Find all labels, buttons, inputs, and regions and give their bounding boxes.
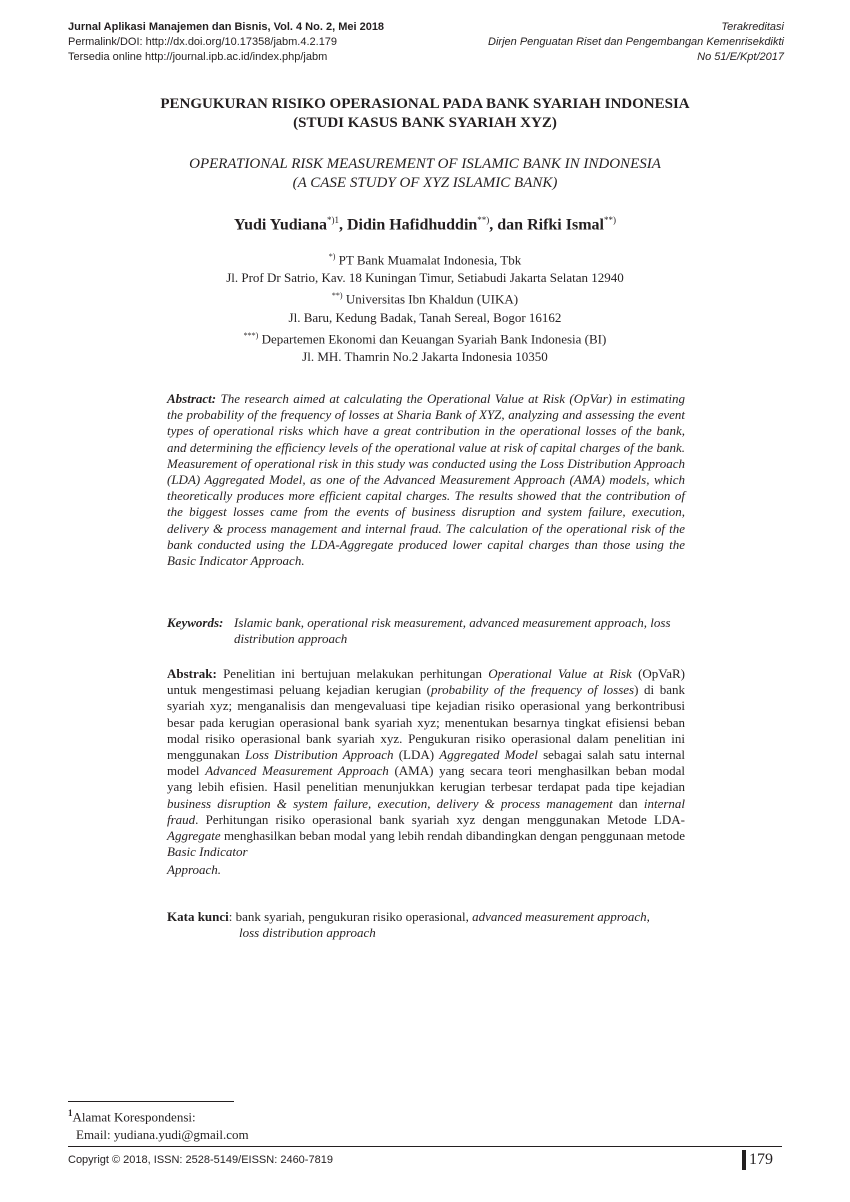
- journal-title-line: Jurnal Aplikasi Manajemen dan Bisnis, Vol. 4 No. 2, Mei 2018: [68, 21, 385, 33]
- title-id-line-1: PENGUKURAN RISIKO OPERASIONAL PADA BANK SYARIAH INDONESIA: [160, 96, 690, 112]
- email-address[interactable]: yudiana.yudi@gmail.com: [113, 1127, 249, 1143]
- abstrak-label: Abstrak:: [167, 666, 217, 681]
- affiliation-address: Jl. MH. Thamrin No.2 Jakarta Indonesia 10350: [302, 348, 548, 364]
- author-mark: **): [477, 215, 490, 225]
- footnote-label: Alamat Korespondensi:: [72, 1109, 196, 1125]
- title-en-line-1: OPERATIONAL RISK MEASUREMENT OF ISLAMIC BANK IN INDONESIA: [189, 156, 661, 172]
- online-line[interactable]: Tersedia online http://journal.ipb.ac.id/index.php/jabm: [68, 51, 328, 63]
- doi-line[interactable]: Permalink/DOI: http://dx.doi.org/10.17358/jabm.4.2.179: [68, 36, 338, 48]
- keywords-text: Islamic bank, operational risk measurement, advanced measurement approach, loss distribution approach: [234, 615, 671, 647]
- affiliations: [100, 248, 750, 366]
- paper-title-english: [100, 155, 750, 193]
- keywords-indonesian: Kata kunci: bank syariah, pengukuran risiko operasional, advanced measurement approach, loss distribution approach: [167, 909, 650, 941]
- abstract-english: [167, 391, 685, 569]
- accreditation-status: Terakreditasi: [721, 21, 784, 33]
- footer-divider: [68, 1146, 782, 1147]
- footnote: [68, 1104, 249, 1144]
- abstract-indonesian: Abstrak: Penelitian ini bertujuan melakukan perhitungan Operational Value at Risk (OpVaR) untuk mengestimasi peluang kejadian kerugian (probability of the frequency of losses) di bank syariah xyz; menganalisis dan mengevaluasi tipe kejadian risiko operasional yang berkontribusi besar pada kerugian operasional bank syariah xyz; menentukan besarnya tingkat efisiensi beban modal risiko operasional bank syariah xyz. Pengukuran risiko operasional dalam penelitian ini menggunakan Loss Distribution Approach (LDA) Aggregated Model sebagai salah satu internal model Advanced Measurement Approach (AMA) yang secara teori menghasilkan beban modal yang lebih efisien. Hasil penelitian menunjukkan kerugian terbesar terdapat pada tipe kejadian business disruption & system failure, execution, delivery & process management dan internal fraud. Perhitungan risiko operasional bank syariah xyz dengan menggunakan Metode LDA-Aggregate menghasilkan beban modal yang lebih rendah dibandingkan dengan penggunaan metode Basic Indicator Approach.: [167, 666, 686, 878]
- author-list: Yudi Yudiana$^{*)1}$, Didin Hafidhuddin**), dan Rifki Ismal**): [234, 215, 616, 234]
- affiliation-mark: ***): [243, 330, 259, 340]
- page-number-marker: [742, 1150, 746, 1170]
- paper-title-indonesian: [100, 95, 750, 133]
- accreditation-info: [488, 20, 784, 65]
- kata-kunci-label: Kata kunci: [167, 909, 229, 924]
- keywords-label: Keywords:: [167, 615, 224, 630]
- accreditation-number: No 51/E/Kpt/2017: [697, 51, 784, 63]
- author-mark: **): [603, 215, 616, 225]
- author-name: Yudi Yudiana: [234, 216, 327, 234]
- affiliation-institution: *) PT Bank Muamalat Indonesia, Tbk: [328, 252, 522, 268]
- journal-info: [68, 20, 384, 65]
- kata-kunci-text: bank syariah, pengukuran risiko operasional,: [235, 909, 469, 924]
- abstract-text: The research aimed at calculating the Operational Value at Risk (OpVar) in estimating the probability of the frequency of losses at Sharia Bank of XYZ, analyzing and assessing the event types of operational risks which have a great contribution in the operational losses of the bank, and determining the efficiency levels of the operational value at risk of capital charges of the bank. Measurement of operational risk in this study was conducted using the Loss Distribution Approach (LDA) Aggregated Model, as one of the Advanced Measurement Approach (AMA) models, which theoretically produces more efficient capital charges. The results showed that the contribution of the biggest losses came from the events of business disruption and system failure, execution, delivery & process management and internal fraud. The calculation of the operational risk of the bank conducted using the LDA-Aggregate produced lower capital charges than those using the Basic Indicator Approach.: [167, 391, 685, 569]
- title-id-line-2: (STUDI KASUS BANK SYARIAH XYZ): [293, 115, 557, 131]
- affiliation-mark: **): [331, 291, 343, 301]
- accreditation-body: Dirjen Penguatan Riset dan Pengembangan Kemenrisekdikti: [488, 36, 784, 48]
- affiliation-mark: *): [328, 252, 336, 261]
- affiliation-address: Jl. Prof Dr Satrio, Kav. 18 Kuningan Timur, Setiabudi Jakarta Selatan 12940: [226, 270, 624, 286]
- email-label: Email:: [76, 1127, 111, 1143]
- affiliation-address: Jl. Baru, Kedung Badak, Tanah Sereal, Bogor 16162: [288, 309, 562, 325]
- affiliation-institution: ***) Departemen Ekonomi dan Keuangan Syariah Bank Indonesia (BI): [243, 330, 607, 346]
- author-name: Rifki Ismal: [527, 216, 604, 234]
- author-mark: *)1: [326, 215, 339, 225]
- author-name: Didin Hafidhuddin: [346, 216, 478, 234]
- abstrak-end: Approach.: [167, 862, 222, 878]
- keywords-english: [167, 615, 685, 647]
- title-en-line-2: (A CASE STUDY OF XYZ ISLAMIC BANK): [292, 175, 558, 191]
- footnote-divider: [68, 1101, 234, 1102]
- abstract-label: Abstract:: [167, 391, 217, 406]
- footnote-mark: 1: [68, 1108, 73, 1118]
- copyright-line: Copyrigt © 2018, ISSN: 2528-5149/EISSN: 2460-7819: [68, 1154, 333, 1166]
- affiliation-institution: **) Universitas Ibn Khaldun (UIKA): [331, 291, 519, 307]
- page-number: 179: [749, 1151, 773, 1168]
- running-header: [68, 20, 784, 68]
